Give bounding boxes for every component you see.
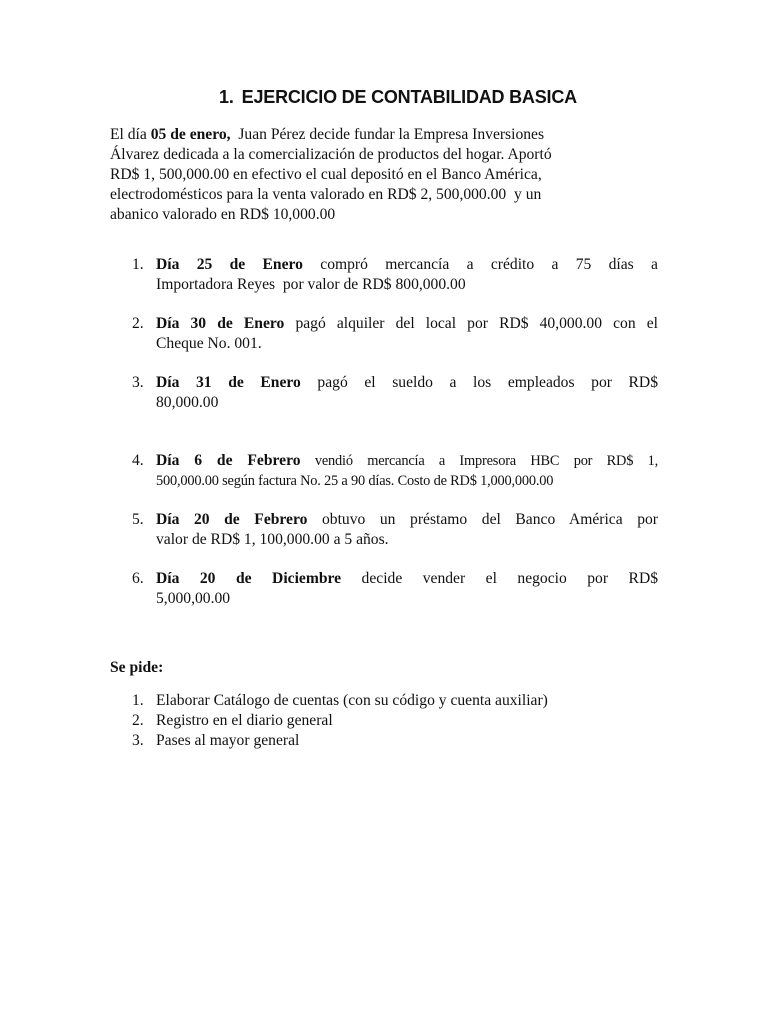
intro-date: 05 de enero, — [150, 126, 231, 143]
item-text-line-1: pagó el sueldo a los empleados por RD$ — [300, 374, 658, 391]
title-number: 1. — [219, 87, 234, 107]
item-text-line-2: Cheque No. 001. — [156, 335, 262, 352]
requirement-item — [132, 691, 658, 711]
list-item — [132, 314, 658, 354]
item-date: Día 20 de Febrero — [156, 511, 308, 528]
list-item — [132, 255, 658, 295]
intro-line-1: El día 05 de enero, Juan Pérez decide fundar la Empresa Inversiones — [110, 126, 545, 143]
item-number: 5. — [132, 511, 144, 528]
requirement-number: 2. — [132, 712, 144, 729]
item-text-line-1: compró mercancía a crédito a 75 días a — [302, 256, 658, 273]
requirement-text: Pases al mayor general — [156, 732, 300, 749]
item-number: 4. — [132, 452, 144, 469]
requirement-number: 1. — [132, 692, 144, 709]
item-text-line-2: valor de RD$ 1, 100,000.00 a 5 años. — [156, 531, 389, 548]
item-number: 1. — [132, 256, 144, 273]
item-date: Día 25 de Enero — [156, 256, 303, 273]
item-date: Día 20 de Diciembre — [156, 570, 342, 587]
list-item — [132, 510, 658, 550]
item-number: 6. — [132, 570, 144, 587]
requirement-text: Registro en el diario general — [156, 712, 333, 729]
title-text: EJERCICIO DE CONTABILIDAD BASICA — [241, 87, 577, 107]
requirement-number: 3. — [132, 732, 144, 749]
requirement-text: Elaborar Catálogo de cuentas (con su código y cuenta auxiliar) — [156, 692, 548, 709]
item-number: 3. — [132, 374, 144, 391]
list-item — [132, 569, 658, 609]
item-text-line-1: vendió mercancía a Impresora HBC por RD$ 1, — [300, 453, 658, 469]
item-text-line-2: Importadora Reyes por valor de RD$ 800,000.00 — [156, 276, 466, 293]
item-number: 2. — [132, 315, 144, 332]
list-item — [132, 451, 658, 491]
intro-line-5: abanico valorado en RD$ 10,000.00 — [110, 206, 336, 223]
item-text-line-2: 500,000.00 según factura No. 25 a 90 días. Costo de RD$ 1,000,000.00 — [156, 473, 554, 489]
item-date: Día 6 de Febrero — [156, 452, 301, 469]
item-text-line-1: decide vender el negocio por RD$ — [341, 570, 659, 587]
intro-line-2: Álvarez dedicada a la comercialización de productos del hogar. Aportó — [110, 146, 552, 163]
item-text-line-2: 5,000,00.00 — [156, 590, 231, 607]
item-text-line-1: obtuvo un préstamo del Banco América por — [307, 511, 658, 528]
requirement-item — [132, 711, 658, 731]
requirement-item — [132, 731, 658, 751]
item-date: Día 31 de Enero — [156, 374, 301, 391]
item-date: Día 30 de Enero — [156, 315, 285, 332]
se-pide-heading: Se pide: — [110, 659, 164, 676]
intro-paragraph — [110, 125, 655, 225]
intro-line-3: RD$ 1, 500,000.00 en efectivo el cual depositó en el Banco América, — [110, 166, 542, 183]
list-item — [132, 373, 658, 413]
intro-line-4: electrodomésticos para la venta valorado en RD$ 2, 500,000.00 y un — [110, 186, 542, 203]
item-text-line-1: pagó alquiler del local por RD$ 40,000.00 con el — [284, 315, 658, 332]
item-text-line-2: 80,000.00 — [156, 394, 219, 411]
page-title — [0, 87, 768, 108]
